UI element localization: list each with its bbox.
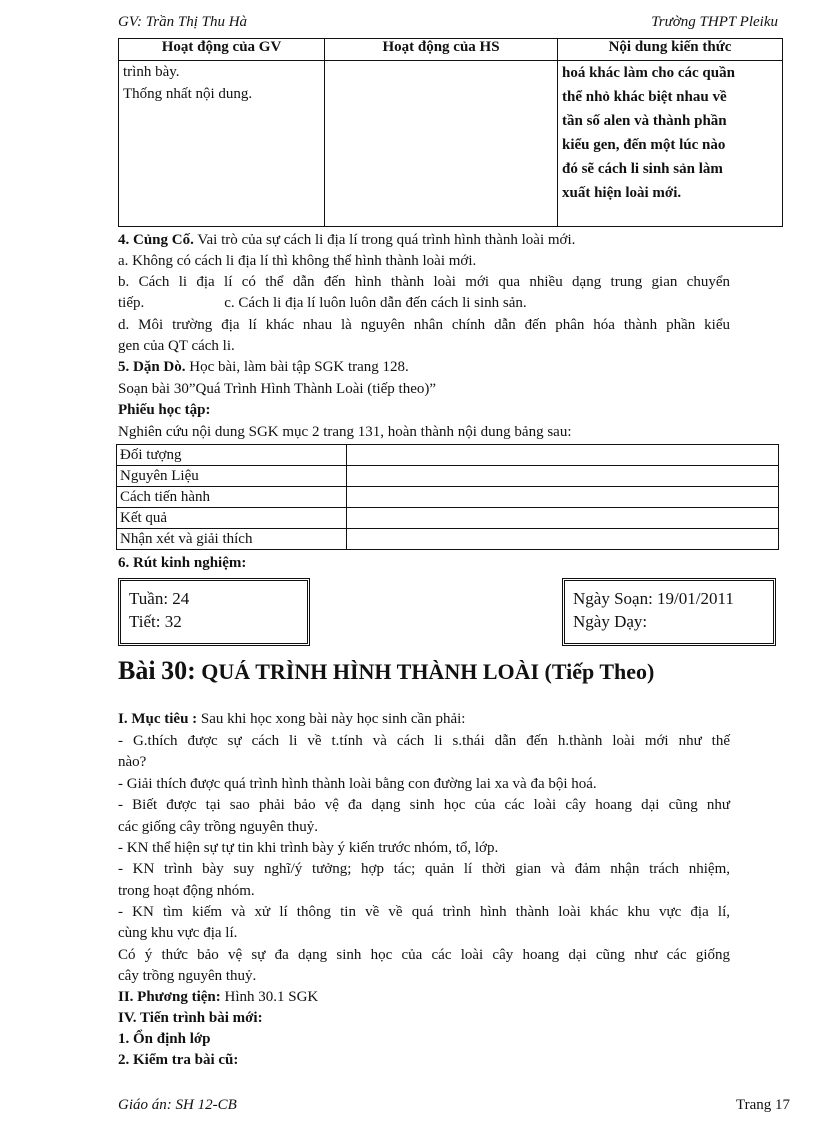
week-label: Tuần: 24 (129, 589, 190, 608)
option-b-line1: b. Cách li địa lí có thể dẫn đến hình thành loài mới qua nhiều dạng trung gian chuyển (118, 274, 730, 290)
gv-line: Thống nhất nội dung. (123, 86, 253, 102)
option-d-line1: d. Môi trường địa lí khác nhau là nguyên nhân chính dẫn đến phân hóa thành phần kiểu (118, 317, 730, 333)
worksheet-row (117, 508, 779, 529)
on-dinh: 1. Ổn định lớp (118, 1031, 211, 1047)
objective-line: trong hoạt động nhóm. (118, 883, 255, 899)
objective-line: - G.thích được sự cách li về t.tính và cách li s.thái dẫn đến h.thành loài mới như thế (118, 733, 730, 749)
dan-do-label: 5. Dặn Dò. (118, 359, 186, 375)
dan-do-text2: Soạn bài 30”Quá Trình Hình Thành Loài (tiếp theo)” (118, 381, 437, 397)
option-d-line2: gen của QT cách li. (118, 338, 235, 354)
date-box (562, 578, 776, 646)
muc-tieu-heading (118, 709, 730, 730)
cung-co-label: 4. Củng Cố. (118, 232, 194, 248)
footer-page: Trang 17 (735, 1097, 790, 1113)
phuong-tien-text: Hình 30.1 SGK (220, 989, 319, 1005)
worksheet-row (117, 466, 779, 487)
objective-line: - KN trình bày suy nghĩ/ý tưởng; hợp tác; quản lí thời gian và đảm nhận trách nhiệm, (118, 861, 730, 877)
cung-co-heading (118, 230, 730, 251)
worksheet-intro: Nghiên cứu nội dung SGK mục 2 trang 131, hoàn thành nội dung bảng sau: (118, 424, 572, 440)
worksheet-row (117, 487, 779, 508)
objective-line: - Biết được tại sao phải bảo vệ đa dạng sinh học của các loài cây hoang dại cũng như (118, 797, 730, 813)
muc-tieu-intro: Sau khi học xong bài này học sinh cần phải: (197, 711, 466, 727)
cung-co-question: Vai trò của sự cách li địa lí trong quá trình hình thành loài mới. (193, 232, 576, 248)
option-b-line2: tiếp. (118, 295, 145, 311)
objective-line: Có ý thức bảo vệ sự đa dạng sinh học của các loài cây hoang dại cũng như các giống (118, 947, 730, 963)
worksheet-row-label: Nhận xét và giải thích (117, 529, 347, 550)
objective-line: các giống cây trồng nguyên thuỷ. (118, 819, 318, 835)
content-line: hoá khác làm cho các quần (562, 65, 735, 81)
tien-trinh: IV. Tiến trình bài mới: (118, 1010, 263, 1026)
objective-line: - Giải thích được quá trình hình thành loài bằng con đường lai xa và đa bội hoá. (118, 776, 597, 792)
objective-line: cây trồng nguyên thuỷ. (118, 968, 257, 984)
worksheet-answer-cell[interactable] (347, 508, 779, 529)
prepare-date: Ngày Soạn: 19/01/2011 (573, 589, 734, 608)
gv-cell (119, 61, 325, 227)
muc-tieu-label: I. Mục tiêu : (118, 711, 198, 727)
content-line: đó sẽ cách li sinh sản làm (562, 161, 723, 177)
dan-do-text: Học bài, làm bài tập SGK trang 128. (185, 359, 409, 375)
period-label: Tiết: 32 (129, 612, 182, 631)
worksheet-answer-cell[interactable] (347, 487, 779, 508)
worksheet-answer-cell[interactable] (347, 529, 779, 550)
footer-left: Giáo án: SH 12-CB (118, 1097, 237, 1113)
option-c: c. Cách li địa lí luôn luôn dẫn đến cách li sinh sản. (224, 295, 527, 311)
phuong-tien-label: II. Phương tiện: (118, 989, 221, 1005)
lesson-number: 30: (161, 656, 196, 685)
lesson-bai: Bài (118, 656, 156, 685)
worksheet-table (116, 444, 779, 550)
teach-date: Ngày Dạy: (573, 612, 648, 631)
worksheet-row (117, 445, 779, 466)
content-line: thể nhỏ khác biệt nhau về (562, 89, 727, 105)
header-hs: Hoạt động của HS (325, 39, 558, 61)
lesson-name: QUÁ TRÌNH HÌNH THÀNH LOÀI (Tiếp Theo) (201, 659, 655, 684)
worksheet-answer-cell[interactable] (347, 445, 779, 466)
content-line: kiểu gen, đến một lúc nào (562, 137, 726, 153)
worksheet-row-label: Kết quả (117, 508, 347, 529)
content-line: tần số alen và thành phần (562, 113, 727, 129)
dan-do-heading (118, 357, 730, 378)
worksheet-row-label: Nguyên Liệu (117, 466, 347, 487)
header-school: Trường THPT Pleiku (651, 14, 778, 30)
kiem-tra: 2. Kiểm tra bài cũ: (118, 1052, 239, 1068)
option-b-c-line (118, 293, 730, 314)
activity-table-row (119, 61, 783, 227)
activity-table (118, 38, 783, 227)
header-teacher: GV: Trần Thị Thu Hà (118, 14, 248, 30)
header-content: Nội dung kiến thức (558, 39, 783, 61)
worksheet-row (117, 529, 779, 550)
rut-kinh-nghiem: 6. Rút kinh nghiệm: (118, 555, 247, 571)
objective-line: - KN thể hiện sự tự tin khi trình bày ý kiến trước nhóm, tổ, lớp. (118, 840, 499, 856)
worksheet-row-label: Đối tượng (117, 445, 347, 466)
option-a: a. Không có cách li địa lí thì không thể hình thành loài mới. (118, 253, 477, 269)
lesson-title (118, 656, 654, 686)
worksheet-row-label: Cách tiến hành (117, 487, 347, 508)
objective-line: nào? (118, 754, 147, 770)
header-gv: Hoạt động của GV (119, 39, 325, 61)
week-period-box (118, 578, 310, 646)
objective-line: - KN tìm kiếm và xử lí thông tin về về quá trình hình thành loài khác khu vực địa lí, (118, 904, 730, 920)
worksheet-answer-cell[interactable] (347, 466, 779, 487)
phuong-tien (118, 987, 730, 1008)
gv-line: trình bày. (123, 64, 180, 80)
content-line: xuất hiện loài mới. (562, 185, 682, 201)
activity-table-header-row (119, 39, 783, 61)
worksheet-title: Phiếu học tập: (118, 402, 211, 418)
content-cell (558, 61, 783, 227)
objective-line: cùng khu vực địa lí. (118, 925, 238, 941)
hs-cell (325, 61, 558, 227)
